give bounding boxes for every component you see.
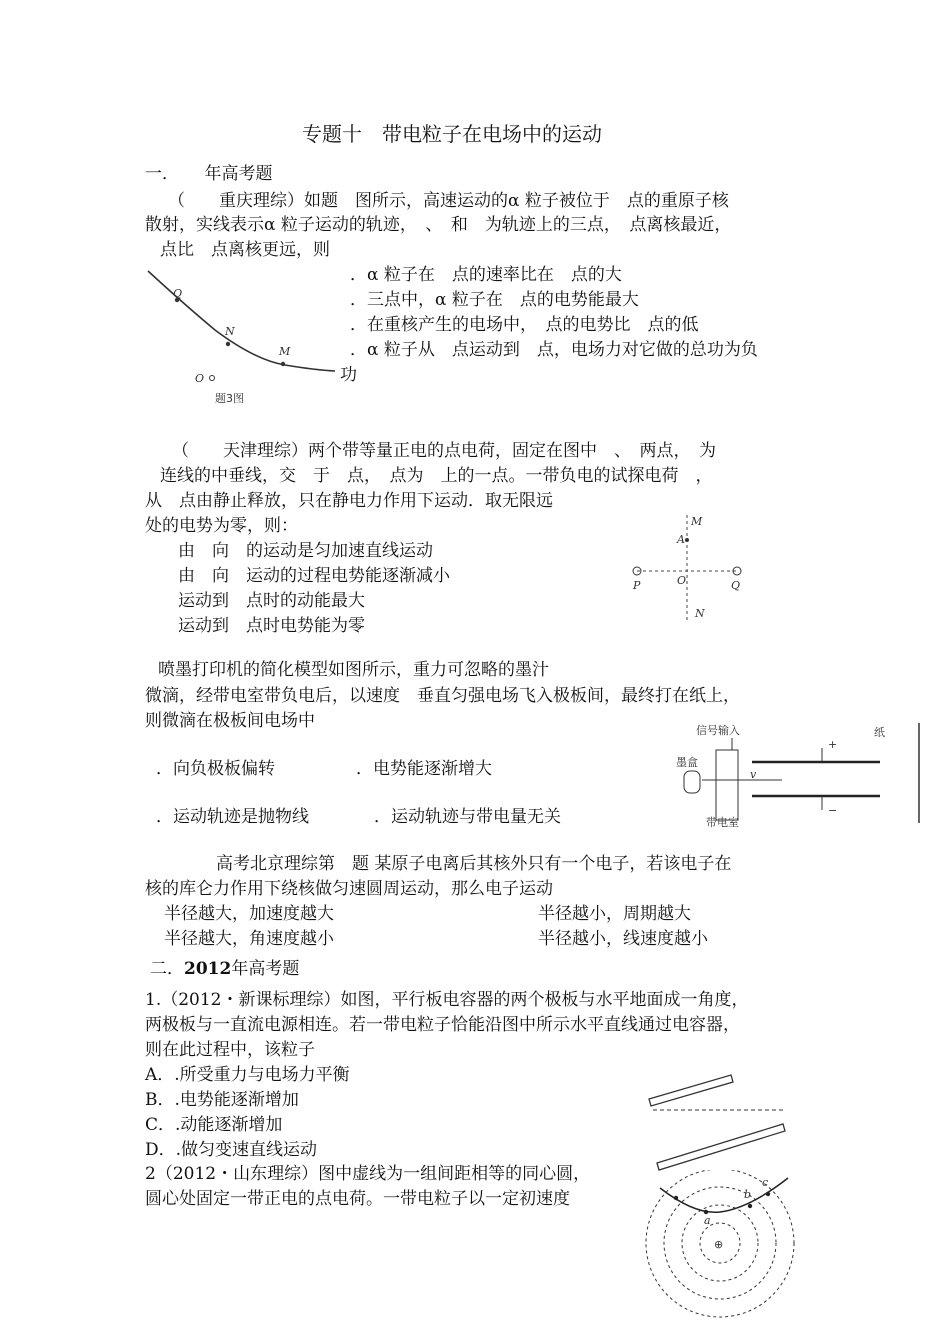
q4-option-b: 半径越小，周期越大 — [538, 904, 691, 924]
point-b — [748, 1204, 752, 1208]
section-heading-year: 2012 — [184, 959, 232, 979]
velocity-label: v — [750, 768, 757, 781]
section-heading: 一． 年高考题 — [145, 164, 273, 184]
label-b: b — [744, 1188, 752, 1201]
q3-option-d: ．运动轨迹与带电量无关 — [374, 807, 561, 827]
s2-q1-stem-line: 1.（2012・新课标理综）如图，平行板电容器的两个极板与水平地面成一角度， — [145, 990, 749, 1010]
nucleus-point — [210, 376, 215, 381]
q3-option-a: ．向负极板偏转 — [156, 759, 275, 779]
point-a — [685, 538, 689, 542]
label-m: M — [279, 345, 291, 358]
label-q: Q — [173, 287, 183, 300]
label-o: O — [677, 574, 687, 587]
ink-box — [684, 771, 700, 793]
q2-charges-figure — [625, 505, 755, 630]
label-n: N — [695, 607, 705, 620]
lower-plate — [657, 1124, 785, 1170]
q2-stem-line: （ 天津理综）两个带等量正电的点电荷，固定在图中 、 两点， 为 — [172, 441, 716, 461]
label-c: c — [762, 1176, 769, 1189]
q3-stem-line: 微滴，经带电室带负电后，以速度 垂直匀强电场飞入极板间，最终打在纸上， — [145, 686, 740, 706]
q3-stem-line: 喷墨打印机的简化模型如图所示，重力可忽略的墨汁 — [158, 660, 549, 680]
q2-stem-line: 从 点由静止释放，只在静电力作用下运动．取无限远 — [145, 491, 553, 511]
trajectory-curve — [148, 271, 335, 371]
section-heading-suffix: 年高考题 — [231, 959, 300, 979]
s2-q2-stem-line: 圆心处固定一带正电的点电荷。一带电粒子以一定初速度 — [145, 1189, 570, 1209]
q1-option-c: ．在重核产生的电场中， 点的电势比 点的低 — [350, 315, 699, 335]
chamber-label: 带电室 — [706, 816, 739, 829]
q1-option-d-cont: 功 — [340, 365, 357, 385]
s2-q2-concentric-figure — [640, 1170, 805, 1335]
q4-option-d: 半径越小，线速度越小 — [538, 929, 708, 949]
s2-q1-option-a: A．.所受重力与电场力平衡 — [145, 1065, 350, 1085]
q1-stem-line: 点比 点离核更远，则 — [160, 240, 330, 260]
s2-q1-option-c: C．.动能逐渐增加 — [145, 1115, 283, 1135]
label-m: M — [691, 515, 703, 528]
paper-label: 纸 — [874, 726, 885, 739]
q2-stem-line: 处的电势为零，则： — [145, 516, 298, 536]
label-a: A — [677, 533, 685, 546]
q2-option-b: 由 向 运动的过程电势能逐渐减小 — [178, 566, 450, 586]
q3-printer-figure — [672, 718, 932, 830]
section-heading — [150, 957, 299, 981]
point-c — [766, 1192, 770, 1196]
q4-option-a: 半径越大，加速度越大 — [164, 904, 334, 924]
minus-label: − — [828, 804, 838, 817]
section-heading-prefix: 二． — [150, 959, 184, 979]
q4-stem-line: 核的库仑力作用下绕核做匀速圆周运动，那么电子运动 — [145, 879, 553, 899]
q1-option-d: ．α 粒子从 点运动到 点，电场力对它做的总功为负 — [350, 340, 758, 360]
label-n: N — [225, 325, 235, 338]
label-o: O — [195, 372, 205, 385]
q2-stem-line: 连线的中垂线，交 于 点， 点为 上的一点。一带负电的试探电荷 ， — [160, 466, 713, 486]
s2-q1-stem-line: 则在此过程中，该粒子 — [145, 1040, 315, 1060]
figure-caption: 题3图 — [215, 392, 244, 405]
charging-chamber — [716, 750, 738, 820]
q4-stem-line: 高考北京理综第 题 某原子电离后其核外只有一个电子，若该电子在 — [216, 854, 732, 874]
q3-option-c: ．运动轨迹是抛物线 — [156, 807, 309, 827]
point-n — [226, 342, 230, 346]
ink-label: 墨盒 — [676, 756, 698, 769]
page-title: 专题十 带电粒子在电场中的运动 — [302, 122, 602, 146]
q4-option-c: 半径越大，角速度越小 — [164, 929, 334, 949]
upper-plate — [649, 1075, 733, 1106]
q1-option-b: ．三点中，α 粒子在 点的电势能最大 — [350, 290, 639, 310]
s2-q1-stem-line: 两极板与一直流电源相连。若一带电粒子恰能沿图中所示水平直线通过电容器， — [145, 1015, 740, 1035]
label-a: a — [704, 1214, 711, 1227]
s2-q1-option-b: B．.电势能逐渐增加 — [145, 1090, 299, 1110]
q1-stem-line: （ 重庆理综）如题 图所示，高速运动的α 粒子被位于 点的重原子核 — [168, 191, 729, 211]
q2-option-c: 运动到 点时的动能最大 — [178, 591, 365, 611]
q1-option-a: ．α 粒子在 点的速率比在 点的大 — [350, 265, 622, 285]
point-start — [674, 1196, 678, 1200]
q3-option-b: ．电势能逐渐增大 — [356, 759, 492, 779]
signal-label: 信号输入 — [696, 724, 740, 737]
label-p: P — [633, 579, 641, 592]
plus-label: + — [828, 738, 838, 751]
point-m — [281, 362, 285, 366]
q1-trajectory-figure — [145, 265, 345, 410]
q2-option-a: 由 向 的运动是匀加速直线运动 — [178, 541, 433, 561]
q3-stem-line: 则微滴在极板间电场中 — [145, 711, 315, 731]
positive-charge-symbol: ⊕ — [714, 1238, 724, 1251]
label-q: Q — [731, 579, 741, 592]
s2-q1-capacitor-figure — [645, 1072, 795, 1177]
s2-q2-stem-line: 2（2012・山东理综）图中虚线为一组间距相等的同心圆， — [145, 1164, 591, 1184]
q2-option-d: 运动到 点时电势能为零 — [178, 616, 365, 636]
s2-q1-option-d: D．.做匀变速直线运动 — [145, 1140, 318, 1160]
q1-stem-line: 散射，实线表示α 粒子运动的轨迹， 、 和 为轨迹上的三点， 点离核最近， — [145, 215, 732, 235]
